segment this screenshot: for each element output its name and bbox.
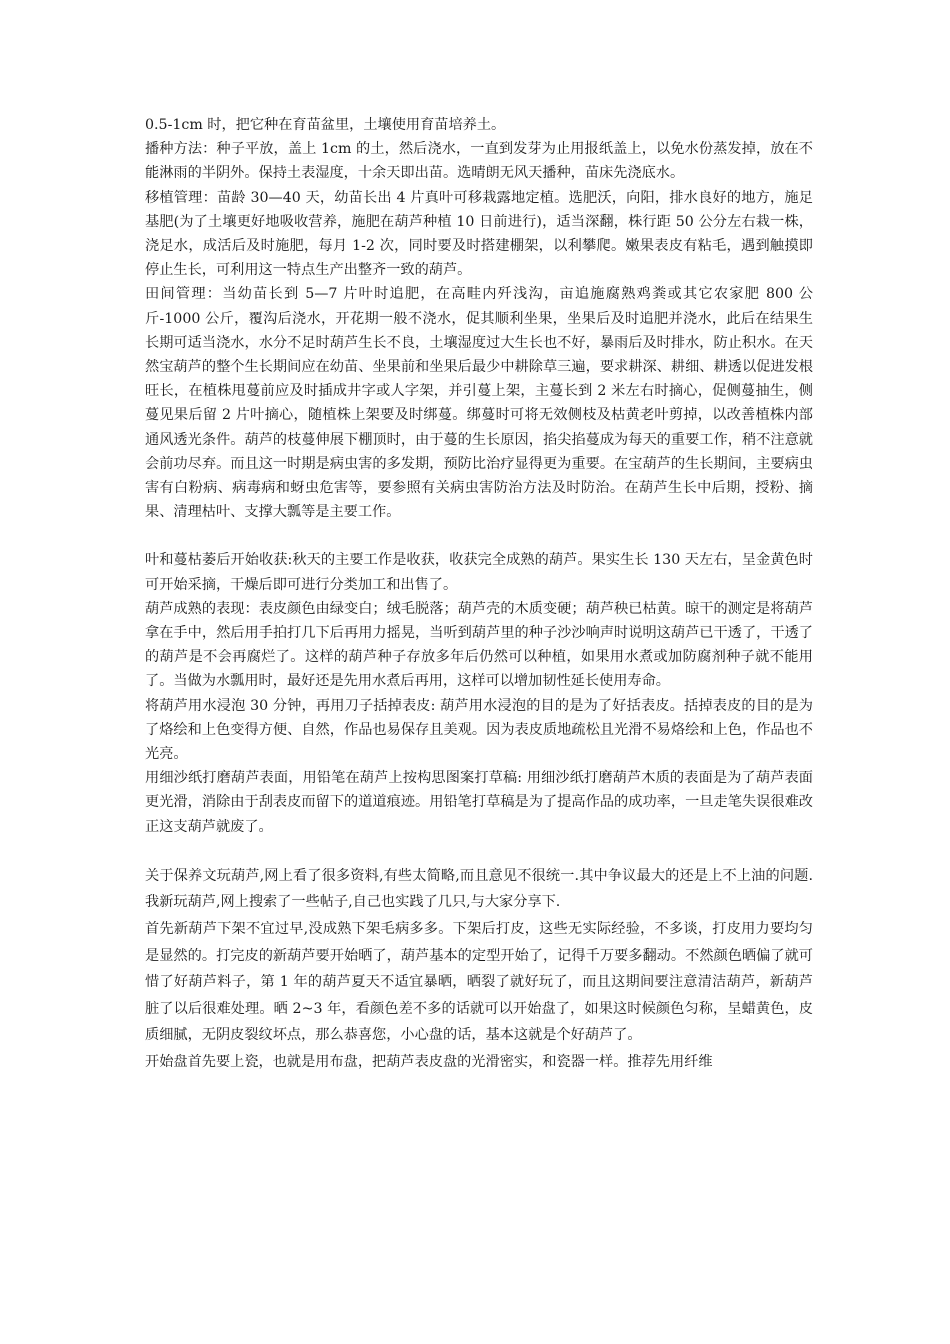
paragraph: 0.5-1cm 时，把它种在育苗盆里，土壤使用育苗培养土。	[145, 117, 506, 133]
section-maintenance	[145, 863, 813, 1076]
section-cultivation	[145, 113, 813, 524]
section-harvest	[145, 548, 813, 838]
section-spacer	[145, 524, 813, 548]
paragraph: 首先新葫芦下架不宜过早,没成熟下架毛病多多。下架后打皮，这些无实际经验，不多谈，打皮用力要均匀是显然的。打完皮的新葫芦要开始晒了，葫芦基本的定型开始了，记得千万要多翻动。不然颜色晒偏了就可惜了好葫芦料子，第 1 年的葫芦夏天不适宜暴晒，晒裂了就好玩了，而且这期间要注意清洁葫芦，新葫芦脏了以后很难处理。晒 2~3 年，看颜色差不多的话就可以开始盘了，如果这时候颜色匀称，呈蜡黄色，皮质细腻，无阴皮裂纹坏点，那么恭喜您，小心盘的话，基本这就是个好葫芦了。	[145, 921, 813, 1044]
document-body	[145, 113, 813, 1076]
paragraph: 播种方法：种子平放，盖上 1cm 的土，然后浇水，一直到发芽为止用报纸盖上，以免水份蒸发掉，放在不能淋雨的半阴外。保持土表湿度，十余天即出苗。选晴朗无风天播种，苗床先浇底水。	[145, 141, 813, 182]
section-spacer	[145, 839, 813, 863]
paragraph: 田间管理：当幼苗长到 5—7 片叶时追肥，在高畦内歼浅沟，亩追施腐熟鸡粪或其它农家肥 800 公斤-1000 公斤，覆沟后浇水，开花期一般不浇水，促其顺利坐果，坐果后及时追肥并浇水，此后在结果生长期可适当浇水，水分不足时葫芦生长不良，土壤湿度过大生长也不好，暴雨后及时排水，防止积水。在天然宝葫芦的整个生长期间应在幼苗、坐果前和坐果后最少中耕除草三遍，要求耕深、耕细、耕透以促进发根旺长，在植株甩蔓前应及时插成井字或人字架，并引蔓上架，主蔓长到 2 米左右时摘心，促侧蔓抽生，侧蔓见果后留 2 片叶摘心，随植株上架要及时绑蔓。绑蔓时可将无效侧枝及枯黄老叶剪掉，以改善植株内部通风透光条件。葫芦的枝蔓伸展下棚顶时，由于蔓的生长原因，掐尖掐蔓成为每天的重要工作，稍不注意就会前功尽弃。而且这一时期是病虫害的多发期，预防比治疗显得更为重要。在宝葫芦的生长期间，主要病虫害有白粉病、病毒病和蚜虫危害等，要参照有关病虫害防治方法及时防治。在葫芦生长中后期，授粉、摘果、清理枯叶、支撑大瓢等是主要工作。	[145, 286, 813, 521]
paragraph: 开始盘首先要上瓷，也就是用布盘，把葫芦表皮盘的光滑密实，和瓷器一样。推荐先用纤维	[145, 1054, 713, 1071]
paragraph: 叶和蔓枯萎后开始收获:秋天的主要工作是收获，收获完全成熟的葫芦。果实生长 130 天左右，呈金黄色时可开始采摘，干燥后即可进行分类加工和出售了。	[145, 552, 813, 593]
paragraph: 移植管理：苗龄 30—40 天，幼苗长出 4 片真叶可移栽露地定植。选肥沃，向阳，排水良好的地方，施足基肥(为了土壤更好地吸收营养，施肥在葫芦种植 10 日前进行)，适当深翻，株行距 50 公分左右栽一株，浇足水，成活后及时施肥，每月 1-2 次，同时要及时搭建棚架，以利攀爬。嫩果表皮有粘毛，遇到触摸即停止生长，可利用这一特点生产出整齐一致的葫芦。	[145, 189, 813, 279]
paragraph: 用细沙纸打磨葫芦表面，用铅笔在葫芦上按构思图案打草稿: 用细沙纸打磨葫芦木质的表面是为了葫芦表面更光滑，消除由于刮表皮而留下的道道痕迹。用铅笔打草稿是为了提高作品的成功率，一旦走笔失误很难改正这支葫芦就废了。	[145, 770, 813, 835]
paragraph: 关于保养文玩葫芦,网上看了很多资料,有些太简略,而且意见不很统一.其中争议最大的还是上不上油的问题.我新玩葫芦,网上搜索了一些帖子,自己也实践了几只,与大家分享下.	[145, 867, 813, 911]
paragraph: 葫芦成熟的表现：表皮颜色由绿变白；绒毛脱落；葫芦壳的木质变硬；葫芦秧已枯黄。晾干的测定是将葫芦拿在手中，然后用手拍打几下后再用力摇晃，当听到葫芦里的种子沙沙响声时说明这葫芦已干透了，干透了的葫芦是不会再腐烂了。这样的葫芦种子存放多年后仍然可以种植，如果用水煮或加防腐剂种子就不能用了。当做为水瓢用时，最好还是先用水煮后再用，这样可以增加韧性延长使用寿命。	[145, 600, 813, 690]
paragraph: 将葫芦用水浸泡 30 分钟，再用刀子括掉表皮: 葫芦用水浸泡的目的是为了好括表皮。括掉表皮的目的是为了烙绘和上色变得方便、自然，作品也易保存且美观。因为表皮质地疏松且光滑不易烙绘和上色，作品也不光亮。	[145, 697, 813, 763]
